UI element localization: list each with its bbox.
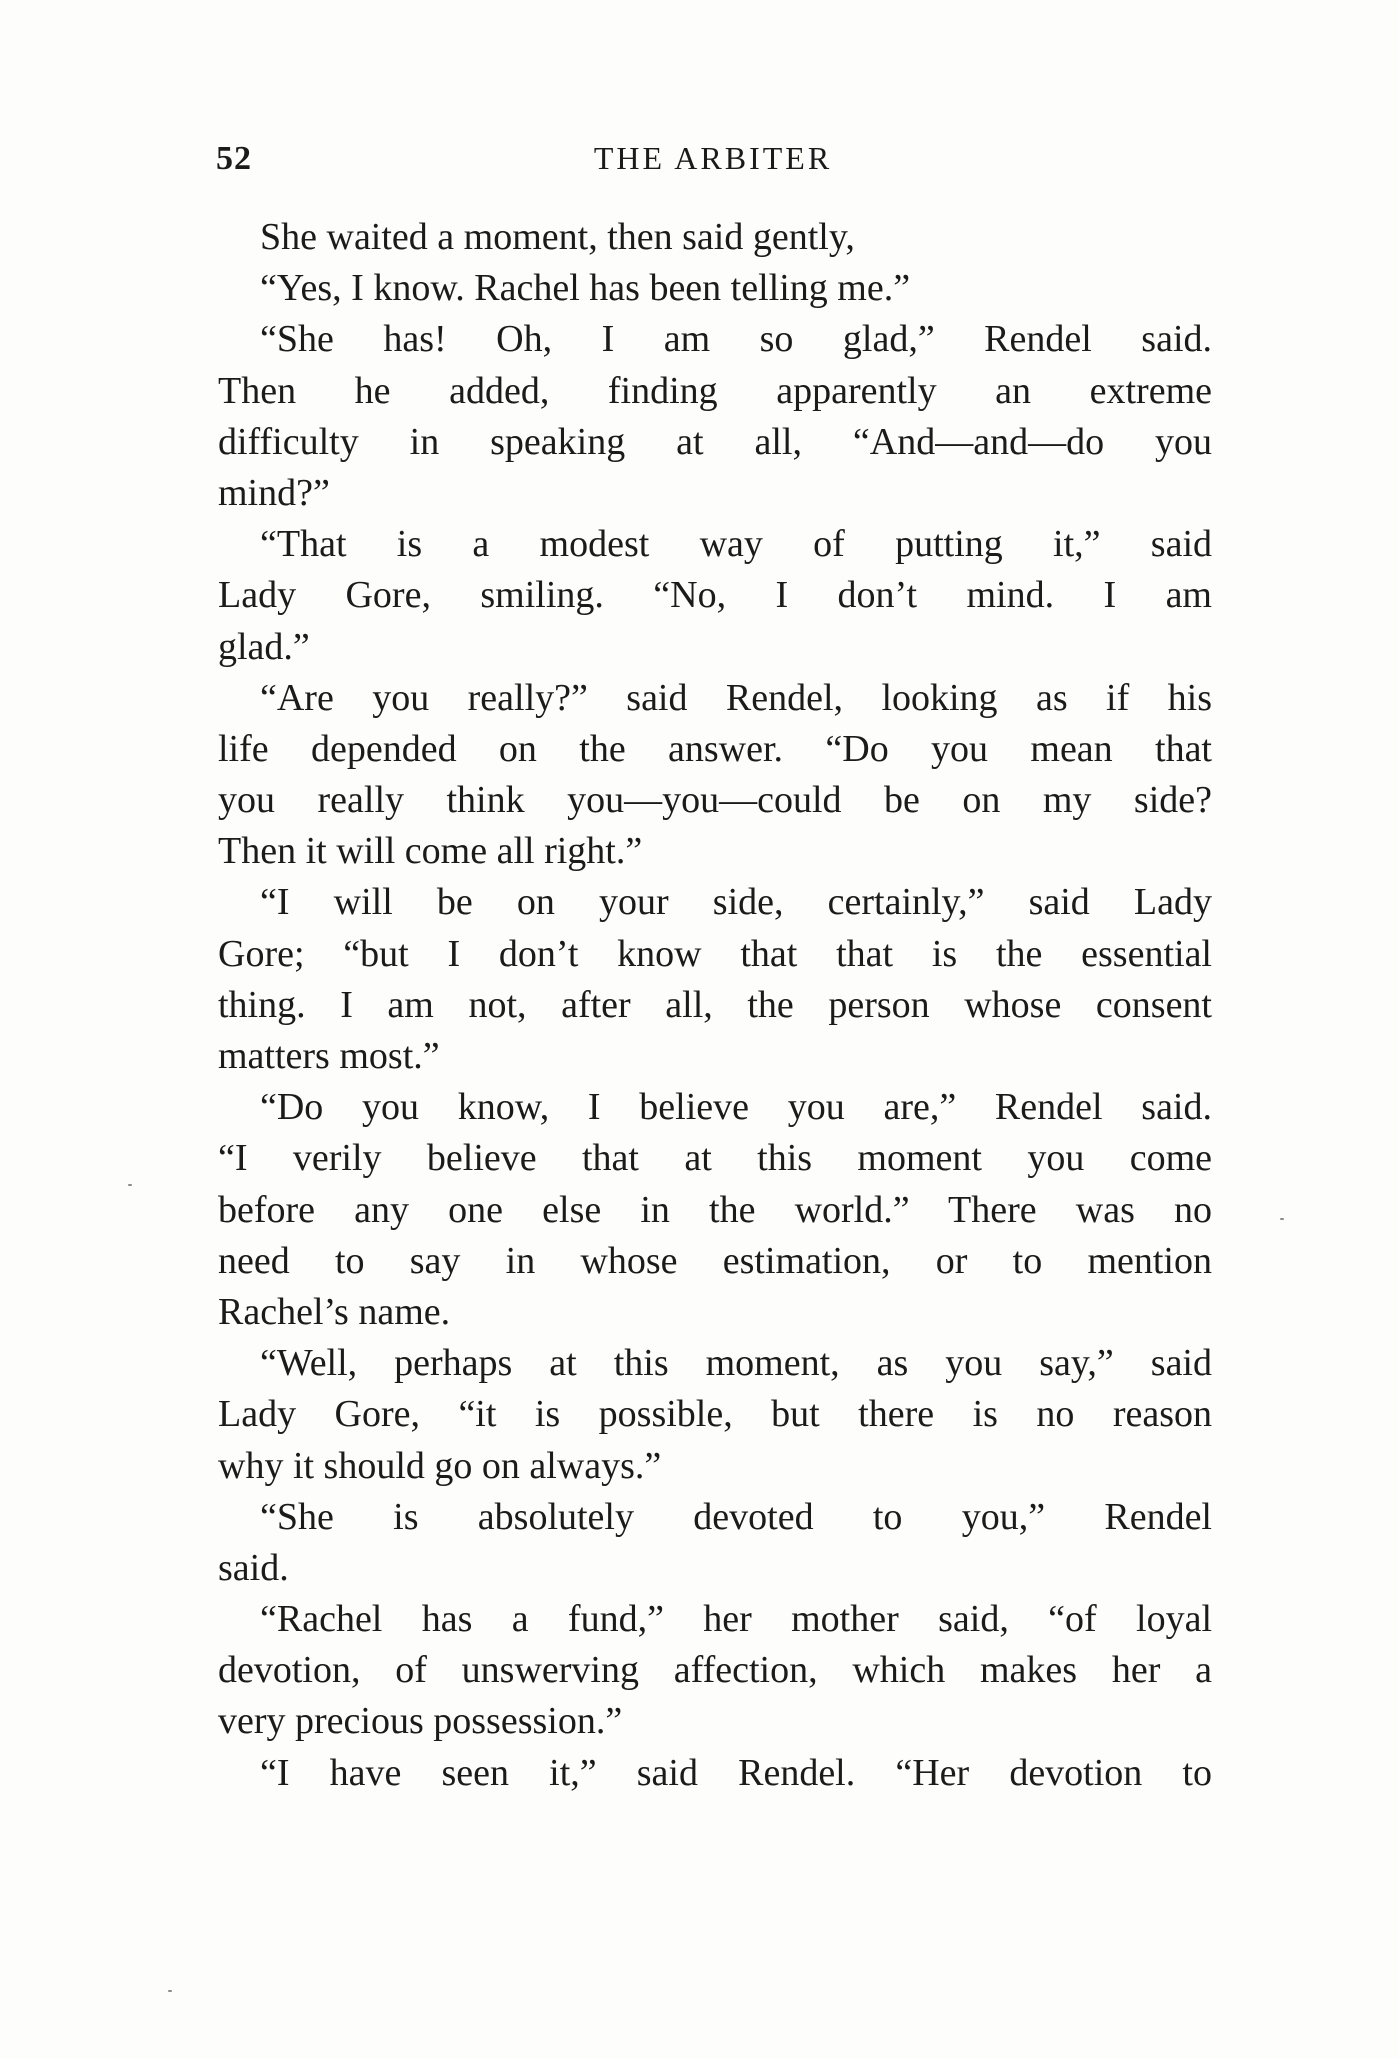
text-line: said.: [218, 1546, 289, 1589]
text-line: Then it will come all right.”: [218, 830, 643, 873]
paper-speck: [168, 1990, 172, 1992]
text-line: very precious possession.”: [218, 1700, 623, 1743]
text-line: “Well, perhaps at this moment, as you say,” said: [260, 1342, 1212, 1385]
page-number: 52: [216, 140, 252, 177]
text-line: “Do you know, I believe you are,” Rendel said.: [260, 1086, 1212, 1129]
text-line: glad.”: [218, 625, 310, 668]
text-line: life depended on the answer. “Do you mean that: [218, 727, 1212, 770]
text-line: “Are you really?” said Rendel, looking as if his: [260, 676, 1212, 719]
paper-speck: [128, 1184, 132, 1186]
text-line: difficulty in speaking at all, “And—and—do you: [218, 420, 1212, 463]
paper-speck: [1280, 1218, 1284, 1220]
text-line: devotion, of unswerving affection, which makes her a: [218, 1649, 1212, 1692]
text-line: need to say in whose estimation, or to mention: [218, 1239, 1212, 1282]
text-line: you really think you—you—could be on my side?: [218, 779, 1212, 822]
text-line: “I verily believe that at this moment you come: [218, 1137, 1212, 1180]
body-text: [218, 212, 1212, 1799]
running-title: THE ARBITER: [593, 140, 833, 176]
text-line: “I have seen it,” said Rendel. “Her devotion to: [260, 1751, 1212, 1794]
text-line: Rachel’s name.: [218, 1290, 451, 1333]
text-line: “That is a modest way of putting it,” said: [260, 523, 1212, 566]
text-line: “I will be on your side, certainly,” said Lady: [260, 881, 1212, 924]
text-line: thing. I am not, after all, the person whose consent: [218, 983, 1212, 1026]
text-line: “Yes, I know. Rachel has been telling me.”: [260, 267, 911, 310]
running-head: [216, 140, 1210, 190]
text-line: Gore; “but I don’t know that that is the essential: [218, 932, 1212, 975]
text-line: “She is absolutely devoted to you,” Rendel: [260, 1495, 1212, 1538]
text-line: Lady Gore, smiling. “No, I don’t mind. I am: [218, 574, 1212, 617]
text-line: “She has! Oh, I am so glad,” Rendel said.: [260, 318, 1212, 361]
text-line: Lady Gore, “it is possible, but there is no reason: [218, 1393, 1212, 1436]
text-line: why it should go on always.”: [218, 1444, 662, 1487]
text-line: before any one else in the world.” There was no: [218, 1188, 1212, 1231]
text-line: Then he added, finding apparently an extreme: [218, 369, 1212, 412]
text-line: matters most.”: [218, 1035, 440, 1077]
text-line: She waited a moment, then said gently,: [260, 216, 855, 258]
text-line: mind?”: [218, 471, 330, 514]
text-line: “Rachel has a fund,” her mother said, “of loyal: [260, 1598, 1212, 1641]
